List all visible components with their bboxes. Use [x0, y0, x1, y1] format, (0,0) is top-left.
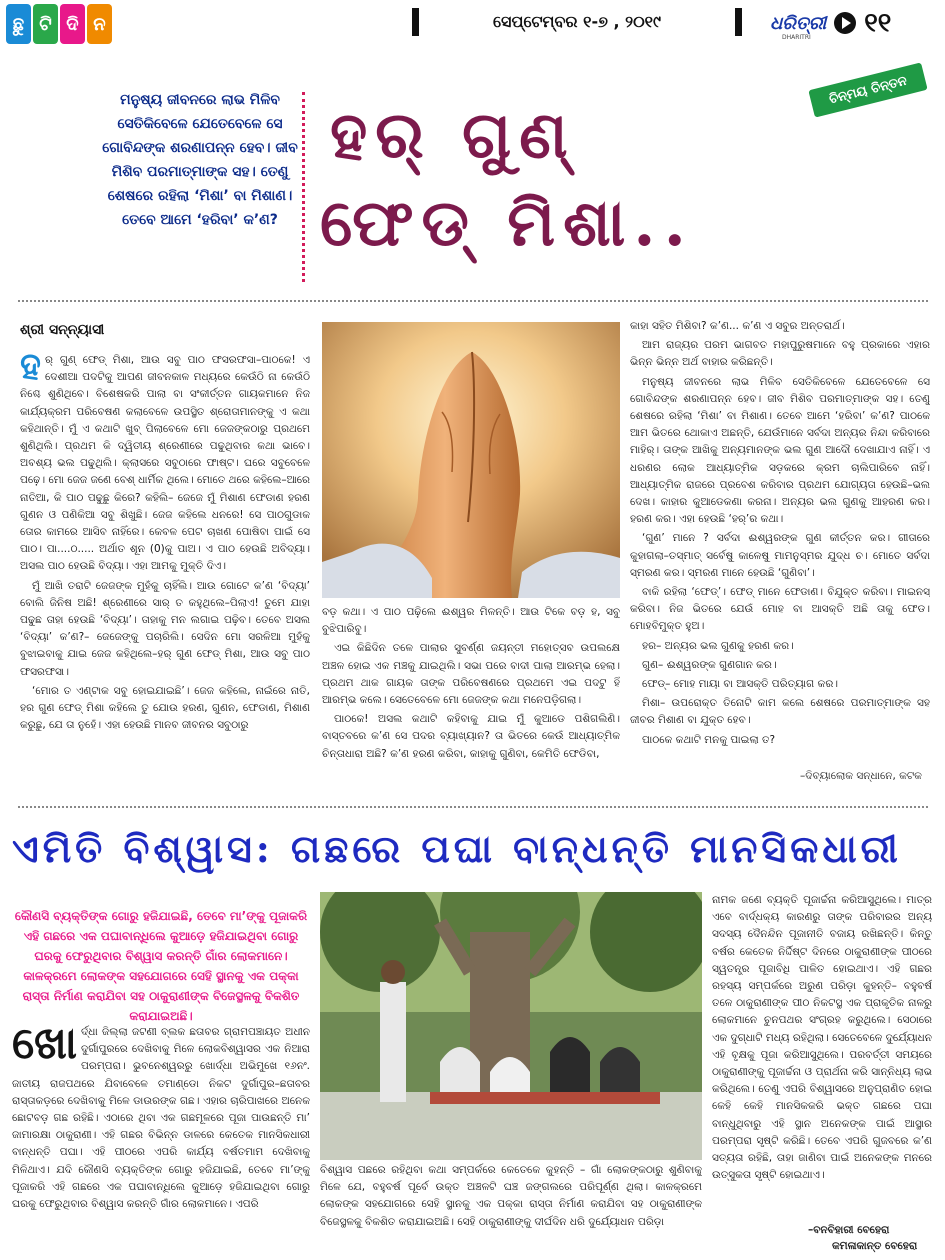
paragraph: ମନୁଷ୍ୟ ଜୀବନରେ ଲାଭ ମିଳିବ ସେତିକିବେଳେ ଯେତେବେଳେ ସେ ଗୋବିନ୍ଦଙ୍କ ଶରଣାପନ୍ନ ହେବ। ଜୀବ ମିଶିବ ପରମାତ୍ମାଙ୍କ ସହ। ତେଣୁ ଶେଷରେ ରହିଲା ‘ମିଶା’ ବା ମିଶାଣ। ତେବେ ଆମେ ‘ହରିବା’ କ’ଣ? ପାଠକେ ଆମ ଭିତରେ ଥୋକାଏ ଅଛନ୍ତି, ଯେଉଁମାନେ ସର୍ବଦା ଅନ୍ୟର ନିନ୍ଦା କରିବାରେ ମାହିର୍। ତାଙ୍କ ଆଖିକୁ ଅନ୍ୟମାନଙ୍କ ଭଲ ଗୁଣ ଆଦୌ ଦେଖାଯାଏ ନାହିଁ। ଏ ଧରଣର ଲୋକ ଆଧ୍ୟାତ୍ମିକ ସଡ଼କରେ କ୍ରମ ଚାଲିପାରିବେ ନାହିଁ। ଆଧ୍ୟାତ୍ମିକ ରାଜରେ ପ୍ରବେଶ କରିବାର ପ୍ରଥମ ଯୋଗ୍ୟତା ହେଉଛି–ଭଲ ଦେଖ। କାହାର କୁଆଡେକଣା କରନା। ଅନ୍ୟର ଭଲ ଗୁଣକୁ ଆହରଣ କର। ହରଣ କର। ଏହା ହେଉଛି ‘ହର୍’ର କଥା। [630, 375, 930, 526]
paragraph: ବଡ଼ କଥା। ଏ ପାଠ ପଢ଼ିଲେ ଈଶ୍ୱର ମିଳନ୍ତି। ଆଉ ଟିକେ ବଡ଼ ହ, ସବୁ ବୁଝିପାରିବୁ। [322, 606, 620, 636]
paragraph: ନାମକ ଜଣେ ବ୍ୟକ୍ତି ପୂଜାର୍ଚ୍ଚନା କରିଆସୁଥିଲେ। ମାତ୍ର ଏବେ ବାର୍ଦ୍ଧକ୍ୟ କାରଣରୁ ତାଙ୍କ ପରିବାରର ଅନ୍ୟ ସଦସ୍ୟ ଦୈନନ୍ଦିନ ପୂଜାନୀତି ବଜାୟ ରଖିଛନ୍ତି। କିନ୍ତୁ ବର୍ଷର କେତେକ ନିର୍ଦ୍ଦିଷ୍ଟ ଦିନରେ ଠାକୁରାଣୀଙ୍କ ପୀଠରେ ସ୍ୱତନ୍ତ୍ର ପୂଜାବିଧି ପାଳିତ ହୋଇଥାଏ। ଏହି ଗଛର ରହସ୍ୟ ସମ୍ପର୍କରେ ଅରୁଣ ପରିଡ଼ା କୁହନ୍ତି– ବହୁବର୍ଷ ତଳେ ଠାକୁରାଣୀଙ୍କ ପୀଠ ନିକଟସ୍ଥ ଏକ ପ୍ରାକୃତିକ ନାଳରୁ ଲୋକମାନେ ଚୁନପଥର ସଂଗ୍ରହ କରୁଥିଲେ। ସେଠାରେ ଏକ ଦୁଗ୍ଧାଟି ମଧ୍ୟ ରହିଥିଲା। ସେତେବେଳେ ଦୁର୍ଯ୍ୟୋଧନ ଏହି ବୃକ୍ଷକୁ ପୂଜା କରିଆସୁଥିଲେ। ପରବର୍ତ୍ତୀ ସମୟରେ ଠାକୁରାଣୀଙ୍କୁ ପୂଜାର୍ଚ୍ଚନା ଓ ପ୍ରାର୍ଥନା କରି ସାନ୍ନିଧ୍ୟ ଲାଭ କରିଥିଲେ। ତେଣୁ ଏପରି ବିଶ୍ୱାସରେ ଅନୁପ୍ରାଣିତ ହୋଇ କେହି କେହି ମାନସିକକରି ଭକ୍ତ ଗଛରେ ପଘା ବାନ୍ଧୁଥିବାରୁ ଏହି ସ୍ଥାନ ଅନେକଙ୍କ ପାଇଁ ଆସ୍ଥାର ପରମ୍ପରା ସୃଷ୍ଟି କରିଛି। ତେବେ ଏପରି ଗୁଜବରେ କ’ଣ ସତ୍ୟତା ରହିଛି, ତାହା ଜାଣିବା ପାଇଁ ଅନେକଙ୍କ ମନରେ ଉତ୍ସୁକତା ସୃଷ୍ଟି ହୋଇଥାଏ। [712, 894, 932, 1182]
paragraph: ଫେଡ୍– ମୋହ ମାୟା ବା ଆସକ୍ତି ପରିତ୍ୟାଗ କର। [642, 678, 839, 691]
logo-letter: ଛୁ [6, 4, 31, 44]
paragraph: ମୁଁ ଆଖି ତରାଟି ଜେଜଙ୍କ ମୁହଁକୁ ଚାହିଁଲି। ଆଉ ଗୋଟେ କ’ଣ ‘ବିଦ୍ୟା’ ବୋଲି ଜିନିଷ ଅଛି! ଶ୍ରେଣୀରେ ସାର୍ ତ କହୁଥିଲେ–ପିଲାଏ! ତୁମେ ଯାହା ପଢୁଛ ତାହା ହେଉଛି ‘ବିଦ୍ୟା’। ତାହାକୁ ମନ ଲଗାଇ ପଢ଼ିବ। ତେବେ ଅସଲ ‘ବିଦ୍ୟା’ କ’ଣ?– ଜେଜେଙ୍କୁ ପଚାରିଲି। ସେଦିନ ମୋ ସରଳିଆ ମୁହଁକୁ ବୁଝାଇବାକୁ ଯାଇ ଜେଜ କହିଥିଲେ–ହର୍ ଗୁଣ ଫେଡ୍ ମିଶା, ଆଉ ସବୁ ପାଠ ଫସରଫସା। [20, 579, 310, 678]
article2-column-2 [320, 1162, 702, 1258]
paragraph: ‘ମୋର ତ ଏଣ୍ଟାକ ସବୁ ହୋଇଯାଇଛି’। ଜେଜ କହିଲେ, ନାଇଁରେ ନାତି, ହର ଗୁଣ ଫେଡ୍ ମିଶା କହିଲେ ତୁ ଯୋଉ ହରଣ, ଗୁଣନ, ଫେଡାଣ, ମିଶାଣ କରୁଛୁ, ଯେ ତା ନୁହେଁ। ଏହା ହେଉଛି ମାନବ ଜୀବନର ସବୁଠାରୁ [20, 684, 310, 732]
paragraph: ର୍ ଗୁଣ୍ ଫେଡ୍ ମିଶା, ଆଉ ସବୁ ପାଠ ଫସରଫସା–ପାଠକେ! ଏ ଦେଶୀଆ ପଦଟିକୁ ଆପଣ ଜୀବନକାଳ ମଧ୍ୟରେ କେଉଁଠି ନା କେଉଁଠି ନିଶ୍ଚେ ଶୁଣିଥିବେ। ବିଶେଷକରି ପାଲା ବା ସଂକୀର୍ତ୍ତନ ଗାୟକମାନେ ନିଜ କାର୍ଯ୍ୟକ୍ରମ ପରିବେଷଣ କଲାବେଳେ ଉପସ୍ଥିତ ଶ୍ରୋତାମାନଙ୍କୁ ଏ କଥା କହିଥାନ୍ତି। ମୁଁ ଏ କଥାଟି ଖୁବ୍ ପିଲାବେଳେ ମୋ ଜେଜଙ୍କଠାରୁ ପ୍ରଥମେ ଶୁଣିଥିଲି। ପ୍ରଥମ କି ଦ୍ୱିତୀୟ ଶ୍ରେଣୀରେ ପଢୁଥିବାର କଥା ଭାବେ। ଅବଶ୍ୟ ଭଲ ପଢୁଥିଲି। କ୍ଲାସରେ ସବୁଠାରେ ଫାଷ୍ଟ। ଘରେ ସବୁବେଳେ ପଢ଼େ। ମୋ ଜେଜ ଜଣେ ବେଶ୍ ଧାର୍ମିକ ଥିଲେ। ମୋତେ ଥରେ କହିଲେ–ଆରେ ନାତିଆ, କି ପାଠ ପଢୁଛୁ କିରେ? କହିଲି– ଜେଜେ ମୁଁ ମିଶାଣ ଫେଡାଣ ହରଣ ଗୁଣନ ଓ ପଣିକିଆ ସବୁ ଶିଖୁଛି। ଜେଜ କହିଲେ ଧନରେ! ସେ ପାଠଗୁଡାକ ତୋର କାମରେ ଆସିବ ନାହିଁରେ। କେବଳ ପେଟ ଚାଖଣ ପୋଷିବା ପାଇଁ ସେ ପାଠ। ପା....ଠ..... ଅର୍ଥାତ ଶୂନ (0)କୁ ପାଅ। ଏ ପାଠ ହେଉଛି ଅବିଦ୍ୟା। ଅସଲ ପାଠ ହେଉଛି ବିଦ୍ୟା। ଏହା ଆମକୁ ମୁକ୍ତି ଦିଏ। [20, 354, 310, 573]
issue-date: ସେପ୍ଟେମ୍ବର ୧-୭ , ୨୦୧୯ [412, 8, 742, 36]
article2-signoff-1: –ବନବିହାରୀ ବେହେରା [808, 1224, 890, 1236]
article1-column-2 [322, 604, 620, 794]
paragraph: କାହା ସହିତ ମିଶିବା? କ’ଣ... କ’ଣ ଏ ସବୁର ଅନ୍ତରାର୍ଥ। [630, 320, 845, 332]
tree-shrine-photo [320, 892, 702, 1160]
article1-signoff: –ଦିବ୍ୟାଲୋକ ସନ୍ଧାନେ, କଟକ [800, 770, 922, 782]
article2-deck: କୌଣସି ବ୍ୟକ୍ତିଙ୍କ ଗୋରୁ ହଜିଯାଇଛି, ତେବେ ମା’ଙ୍କୁ ପୂଜାକରି ଏହି ଗଛରେ ଏକ ପଘାବାନ୍ଧିଲେ କୁଆଡ଼େ ହଜିଯାଇଥିବା ଗୋରୁ ଘରକୁ ଫେରୁଥିବାର ବିଶ୍ୱାସ କରନ୍ତି ଗାଁର ଲୋକମାନେ। କାଳକ୍ରମେ ଲୋକଙ୍କ ସହଯୋଗରେ ସେହି ସ୍ଥାନକୁ ଏକ ପକ୍କା ରାସ୍ତା ନିର୍ମାଣ କରାଯିବା ସହ ଠାକୁରାଣୀଙ୍କ ବିଜେସ୍ଥଳକୁ ବିକଶିତ କରାଯାଇଅଛି। [14, 909, 308, 1023]
paragraph: ପାଠକେ! ଅସଲ କଥାଟି କହିବାକୁ ଯାଇ ମୁଁ କୁଆଡେ ପଶିଗଲିଣି। ବାସ୍ତବରେ କ’ଣ ସେ ପଦର ବ୍ୟାଖ୍ୟାନ? ତା ଭିତରେ କେଉଁ ଆଧ୍ୟାତ୍ମିକ ଚିନ୍ତାଧାରା ଅଛି? କ’ଣ ହରଣ କରିବା, କାହାକୁ ଗୁଣିବା, କେମିତି ଫେଡିବା, [322, 713, 620, 760]
dropcap: ହ [20, 352, 41, 387]
tree-shrine-illustration [320, 892, 702, 1160]
article1-column-1 [20, 352, 310, 800]
logo-letter: ଟି [33, 4, 58, 44]
article2-headline: ଏମିତି ବିଶ୍ୱାସ: ଗଛରେ ପଘା ବାନ୍ଧନ୍ତି ମାନସିକଧାରୀ [12, 826, 902, 871]
paragraph: ବିଶ୍ୱାସ ପଛରେ ରହିଥିବା କଥା ସମ୍ପର୍କରେ କେତେକେ କୁହନ୍ତି – ଗାଁ ଲୋକଙ୍କଠାରୁ ଶୁଣିବାକୁ ମିଳେ ଯେ, ବହୁବର୍ଷ ପୂର୍ବେ ଉକ୍ତ ଅଞ୍ଚଳଟି ଘଞ୍ଚ ଜଙ୍ଗଲରେ ପରିପୂର୍ଣ୍ଣ ଥିଲା। କାଳକ୍ରମେ ଲୋକଙ୍କ ସହଯୋଗରେ ସେହି ସ୍ଥାନକୁ ଏକ ପକ୍କା ରାସ୍ତା ନିର୍ମାଣ କରାଯିବା ସହ ଠାକୁରାଣୀଙ୍କ ବିଜେସ୍ଥଳକୁ ବିକଶିତ କରାଯାଇଅଛି। ସେହି ଠାକୁରାଣୀଙ୍କୁ ଦୀର୍ଘଦିନ ଧରି ଦୁର୍ଯ୍ୟୋଧନ ପରିଡ଼ା [320, 1164, 702, 1228]
play-icon [834, 12, 856, 34]
article1-headline [320, 92, 920, 268]
deck-divider [302, 92, 305, 282]
logo-letter: ଦି [60, 4, 85, 44]
paragraph: ଏଇ କିଛିଦିନ ତଳେ ପାଲାର ସୁବର୍ଣ୍ଣ ଜୟନ୍ତୀ ମହୋତ୍ସବ ଉପଲକ୍ଷେ ଅଞ୍ଚଳ ହୋଇ ଏକ ମଞ୍ଚକୁ ଯାଇଥିଲି। ସଭା ପରେ ବାଦୀ ପାଲା ଆରମ୍ଭ ହେଲା। ପ୍ରଥମ ଥାକ ଗାୟକ ତାଙ୍କ ପରିବେଷଣରେ ପ୍ରଥମେ ଏଇ ପଦଟୁ ହିଁ ଆରମ୍ଭ କଲେ। ସେତେବେଳେ ମୋ ଜେଜଙ୍କ କଥା ମନେପଡ଼ିଗଲା। [322, 642, 620, 707]
logo-letter: ନ [87, 4, 112, 44]
paragraph: ‘ଗୁଣ’ ମାନେ ? ସର୍ବଦା ଈଶ୍ୱରଙ୍କ ଗୁଣ କୀର୍ତ୍ତନ କର। ଗୀତାରେ କୁହାଗଲା–ତସ୍ମାତ୍ ସର୍ବେଷୁ କାଳେଷୁ ମାମନୁସ୍ମର ଯୁଦ୍ଧ ଚ। ମୋତେ ସର୍ବଦା ସ୍ମରଣ କର। ସ୍ମରଣ ମାନେ ହେଉଛି ‘ଗୁଣିବା’। [630, 532, 930, 579]
article2-column-3 [712, 892, 932, 1222]
praying-hands-photo [322, 322, 620, 598]
praying-hands-illustration [322, 322, 620, 598]
dropcap: ଖୋ [12, 1024, 77, 1069]
article2-signoff-2: କମଳାକାନ୍ତ ବେହେରା [832, 1240, 918, 1252]
article1-deck: ମନୁଷ୍ୟ ଜୀବନରେ ଲାଭ ମିଳିବ ସେତିକିବେଳେ ଯେତେବେଳେ ସେ ଗୋବିନ୍ଦଙ୍କ ଶରଣାପନ୍ନ ହେବ। ଜୀବ ମିଶିବ ପରମାତ୍ମାଙ୍କ ସହ। ତେଣୁ ଶେଷରେ ରହିଲା ‘ମିଶା’ ବା ମିଶାଣ। ତେବେ ଆମେ ‘ହରିବା’ କ’ଣ? [102, 92, 298, 228]
article1-column-3 [630, 318, 930, 756]
byline: ଶ୍ରୀ ସନ୍ନ୍ୟାସୀ [20, 322, 105, 338]
paragraph: ମିଶା– ଉପରୋକ୍ତ ତିନୋଟି କାମ କଲେ ଶେଷରେ ପରମାତ୍ମାଙ୍କ ସହ ଜୀବର ମିଶାଣ ବା ଯୁକ୍ତ ହେବ। [630, 697, 930, 727]
paragraph: ହର– ଅନ୍ୟର ଭଲ ଗୁଣକୁ ହରଣ କର। [642, 639, 794, 652]
paragraph: ବାକି ରହିଲା ‘ଫେଡ୍’। ଫେଡ୍ ମାନେ ଫେଡାଣ। ବିଯୁକ୍ତ କରିବା। ମାଇନସ୍ କରିବା। ନିଜ ଭିତରେ ଯେଉଁ ମୋହ ବା ଆସକ୍ତି ଅଛି ତାକୁ ଫେଡ। ମୋହବିମୁକ୍ତ ହୁଅ। [630, 586, 930, 633]
paragraph: ଆମ ରାଜ୍ୟର ପରମ ଭାଗବତ ମହାପୁରୁଷମାନେ ବହୁ ପ୍ରକାରେ ଏହାର ଭିନ୍ନ ଭିନ୍ନ ଅର୍ଥ ବାହାର କରିଛନ୍ତି। [630, 339, 930, 369]
section-logo [6, 4, 112, 44]
headline-line-1: ହର୍ ଗୁଣ୍ [330, 98, 576, 173]
brand-tagline: DHARITRI [782, 34, 811, 41]
section-divider [18, 806, 928, 808]
section-divider [18, 300, 928, 302]
article2-column-1 [12, 1024, 310, 1256]
paragraph: ପାଠକେ କଥାଟି ମନକୁ ପାଇଲା ତ? [642, 733, 776, 746]
page-number: ୧୧ [864, 7, 892, 38]
column-tag: ଚିନ୍ମୟ ଚିନ୍ତନ [808, 62, 927, 117]
headline-line-2: ଫେଡ୍ ମିଶା.. [320, 186, 694, 261]
masthead [0, 0, 945, 48]
brand-name: ଧରିତ୍ରୀ [770, 12, 827, 34]
paragraph: ଗୁଣ– ଈଶ୍ୱରଙ୍କ ଗୁଣଗାନ କର। [642, 658, 777, 671]
paragraph: ର୍ଦ୍ଧା ଜିଲ୍ଲା ଜଟଣୀ ବ୍ଲକ ଛତାବର ଗ୍ରାମପଞ୍ଚାୟତ ଅଧୀନ ଦୁର୍ଗାପୁରରେ ଦେଖିବାକୁ ମିଳେ ଲୋକବିଶ୍ୱାସର ଏକ ନିଆରା ପରମ୍ପରା। ଭୁବନେଶ୍ୱରରୁ ଖୋର୍ଦ୍ଧା ଅଭିମୁଖେ ୧୬ନଂ. ଜାତୀୟ ରାଜପଥରେ ଯିବାବେଳେ ତମାଣ୍ଡୋ ନିକଟ ଦୁର୍ଗାପୁର–ଛତାବର ରାସ୍ତାକଡ଼ରେ ଦେଖିବାକୁ ମିଳେ ଡାଉରଙ୍କ ଗଛ। ଏହାର ଚାରିପାଖରେ ଅନେକ ଛୋଟବଡ଼ ଗଛ ରହିଛି। ଏଠାରେ ଥିବା ଏକ ଗଛମୂଳରେ ପୂଜା ପାଉଛନ୍ତି ମା’ ଜାମାରକ୍ଷା ଠାକୁରାଣୀ। ଏହି ଗଛର ବିଭିନ୍ନ ଡାଳରେ କେତେକ ମାନସିକଧାରୀ ବାନ୍ଧନ୍ତି ପଘା। ଏହି ପୀଠରେ ଏପରି କାର୍ଯ୍ୟ ବର୍ଷତମାମ ଦେଖିବାକୁ ମିଳିଥାଏ। ଯଦି କୌଣସି ବ୍ୟକ୍ତିଙ୍କ ଗୋରୁ ହଜିଯାଇଛି, ତେବେ ମା’ଙ୍କୁ ପୂଜାକରି ଏହି ଗଛରେ ଏକ ପଘାବାନ୍ଧିଲେ କୁଆଡ଼େ ହଜିଯାଇଥିବା ଗୋରୁ ଘରକୁ ଫେରୁଥିବାର ବିଶ୍ୱାସ କରନ୍ତି ଗାଁର ଲୋକମାନେ। ଏପରି [12, 1026, 310, 1211]
